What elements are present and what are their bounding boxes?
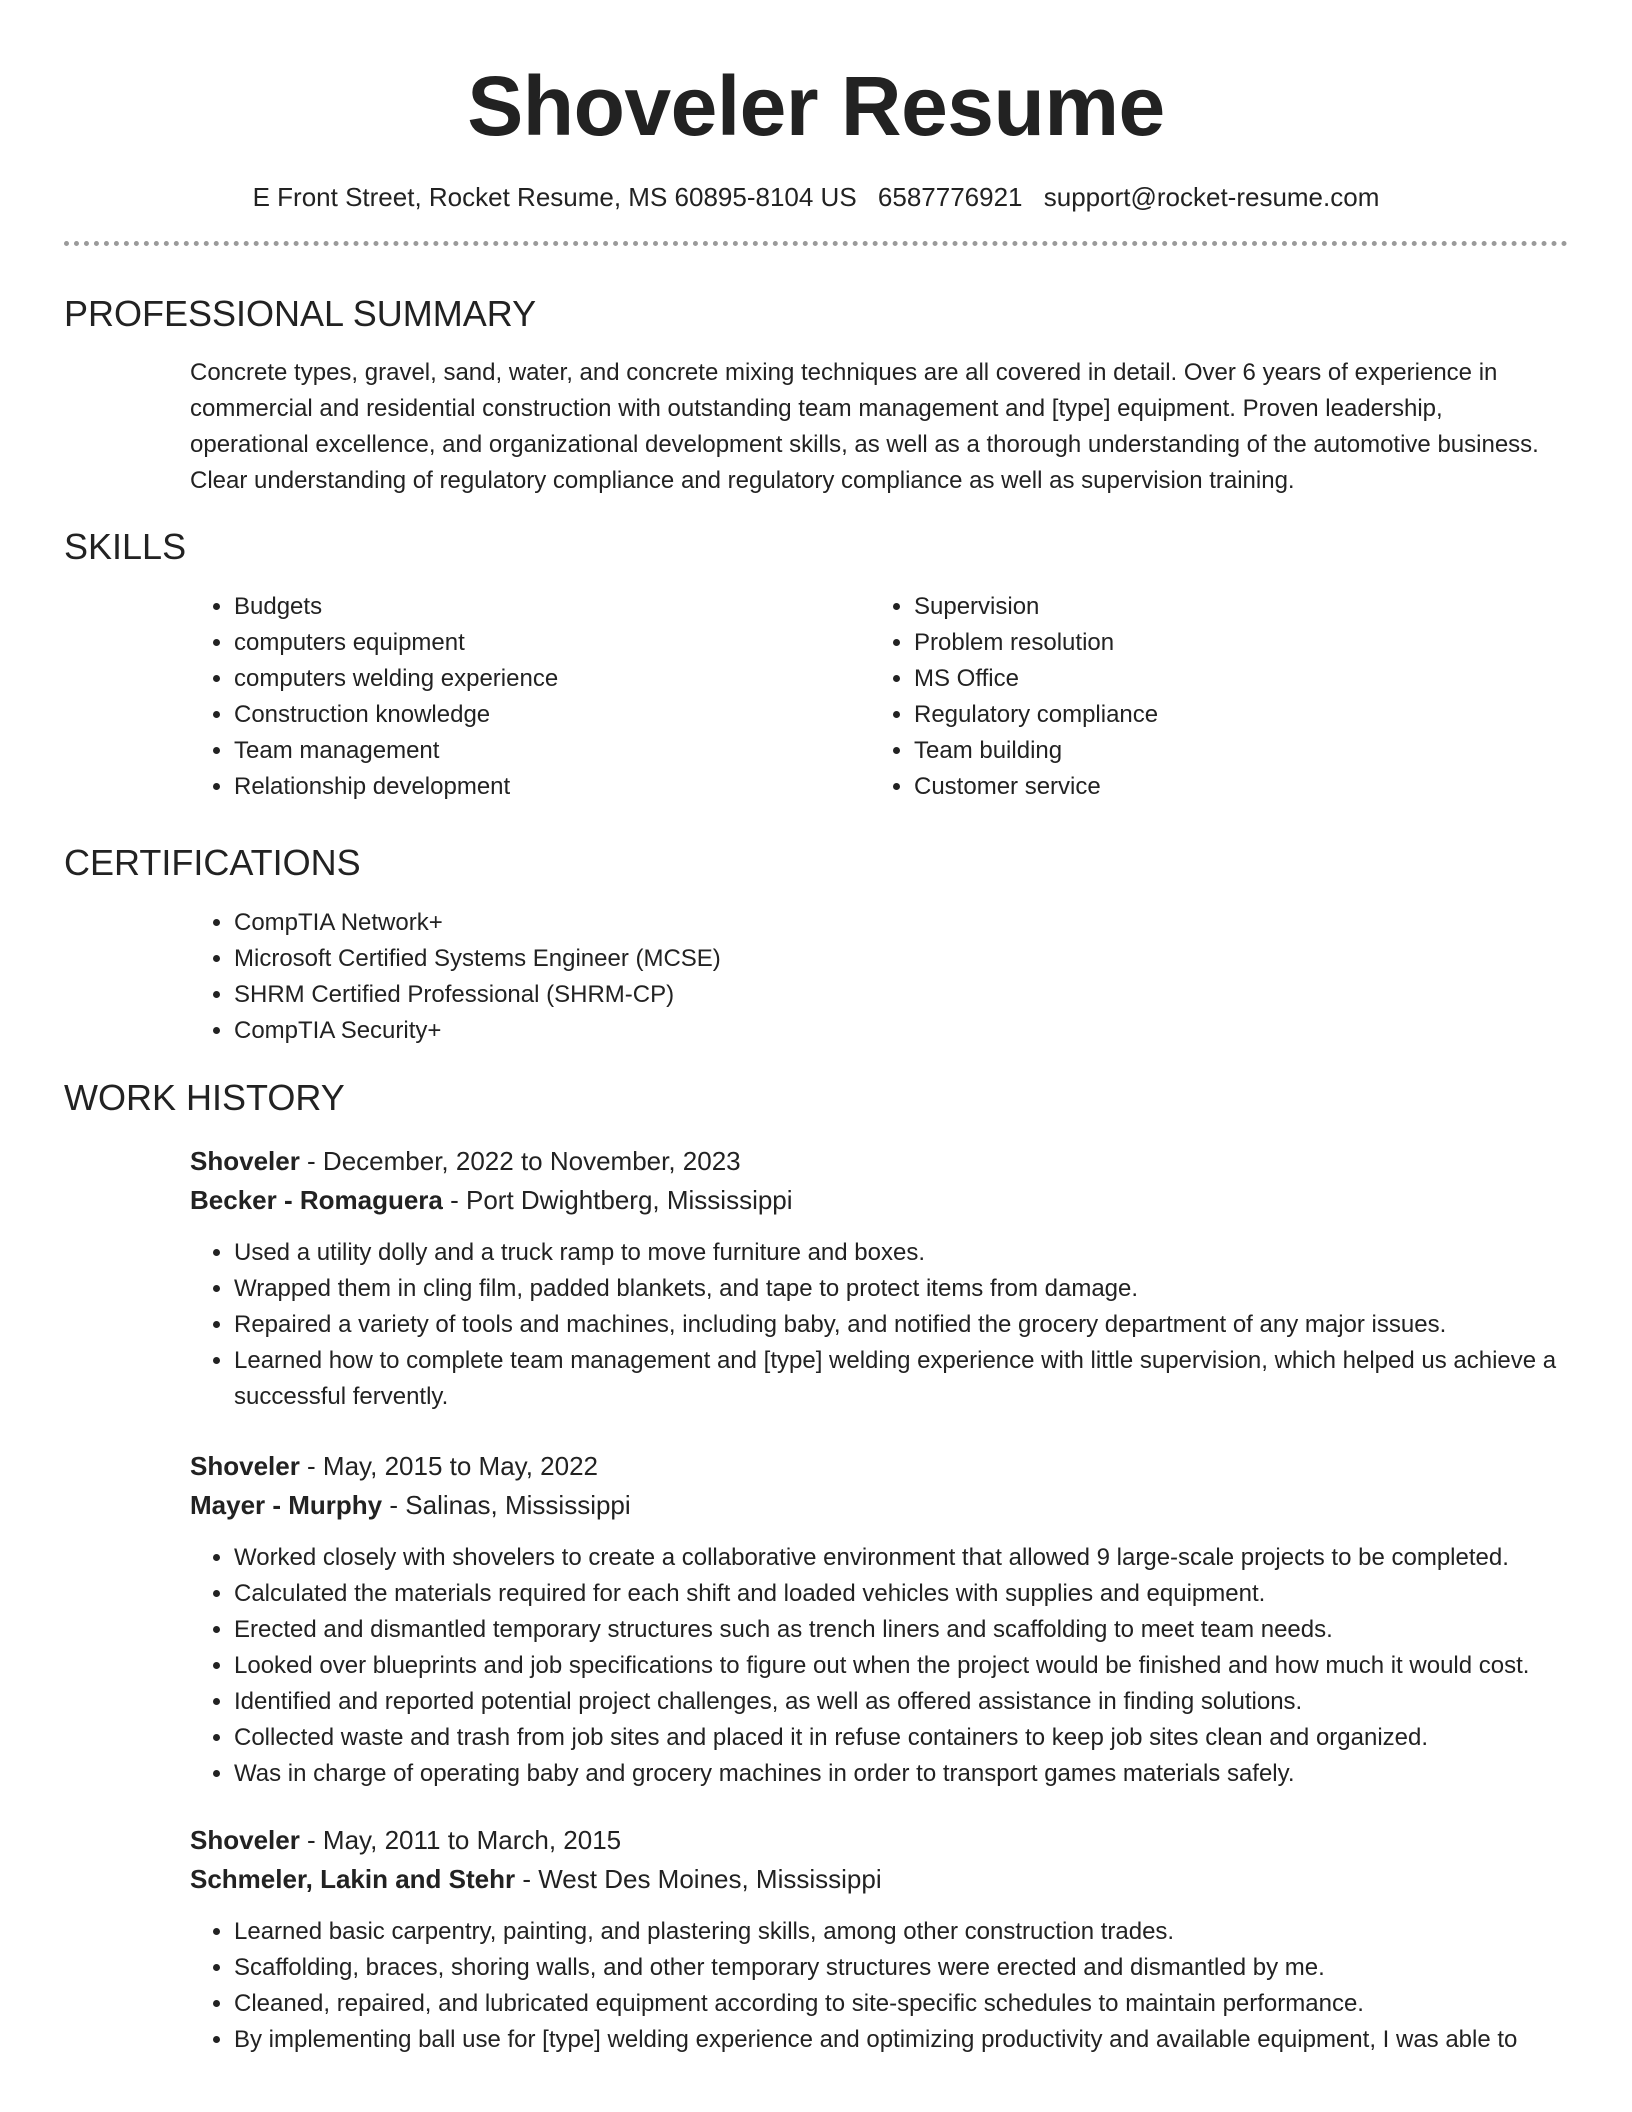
skills-list-right (870, 589, 1550, 805)
job-role: Shoveler (190, 1146, 300, 1176)
job-role-line (190, 1142, 1568, 1181)
contact-line (64, 180, 1568, 214)
job-bullets (190, 1914, 1568, 2058)
skill-item: • Budgets (234, 589, 870, 625)
job-bullet: • Learned basic carpentry, painting, and plastering skills, among other construction trades. (234, 1914, 1568, 1950)
job-bullet: • Repaired a variety of tools and machines, including baby, and notified the grocery department of any major issues. (234, 1307, 1568, 1343)
skill-item: • Problem resolution (914, 625, 1550, 661)
job-company: Schmeler, Lakin and Stehr (190, 1864, 516, 1894)
job-role: Shoveler (190, 1825, 300, 1855)
summary-text: Concrete types, gravel, sand, water, and concrete mixing techniques are all covered in detail. Over 6 years of experience in commercial and residential construction with outstanding team management and [type] equipment. Proven leadership, operational excellence, and organizational development skills, as well as a thorough understanding of the automotive business. Clear understanding of regulatory compliance and regulatory compliance as well as supervision training. (190, 359, 1539, 494)
job-bullet: • Cleaned, repaired, and lubricated equipment according to site-specific schedules to maintain performance. (234, 1986, 1568, 2022)
skill-item: • Regulatory compliance (914, 697, 1550, 733)
job-dates: - December, 2022 to November, 2023 (299, 1146, 741, 1176)
job-company-line (190, 1860, 1568, 1899)
job-company: Mayer - Murphy (190, 1490, 383, 1520)
job-bullet: • Wrapped them in cling film, padded blankets, and tape to protect items from damage. (234, 1271, 1568, 1307)
certification-item: • SHRM Certified Professional (SHRM-CP) (234, 977, 1568, 1013)
skill-item: • computers welding experience (234, 661, 870, 697)
job-bullet: • Erected and dismantled temporary structures such as trench liners and scaffolding to meet team needs. (234, 1612, 1568, 1648)
job-bullet: • Was in charge of operating baby and grocery machines in order to transport games materials safely. (234, 1756, 1568, 1792)
job-bullet: • Collected waste and trash from job sites and placed it in refuse containers to keep job sites clean and organized. (234, 1720, 1568, 1756)
skill-item: • Construction knowledge (234, 697, 870, 733)
certification-item: • Microsoft Certified Systems Engineer (MCSE) (234, 941, 1568, 977)
header-divider (64, 241, 1568, 246)
skill-item: • Supervision (914, 589, 1550, 625)
job-role: Shoveler (190, 1451, 300, 1481)
certification-item: • CompTIA Network+ (234, 905, 1568, 941)
job-location: - Port Dwightberg, Mississippi (442, 1185, 793, 1215)
job-location: - West Des Moines, Mississippi (515, 1864, 882, 1894)
job-role-line (190, 1821, 1568, 1860)
resume-title: Shoveler Resume (467, 59, 1165, 153)
skill-item: • Team management (234, 733, 870, 769)
section-title-work-history: WORK HISTORY (64, 1077, 345, 1118)
job-company-line (190, 1181, 1568, 1220)
skills-list-left (190, 589, 870, 805)
job-dates: - May, 2011 to March, 2015 (299, 1825, 622, 1855)
job-bullet: • Used a utility dolly and a truck ramp to move furniture and boxes. (234, 1235, 1568, 1271)
skills-column-right (870, 589, 1550, 805)
contact-phone: 6587776921 (877, 182, 1023, 212)
job-dates: - May, 2015 to May, 2022 (299, 1451, 599, 1481)
certification-item: • CompTIA Security+ (234, 1013, 1568, 1049)
job-bullets (190, 1540, 1568, 1792)
section-title-summary: PROFESSIONAL SUMMARY (64, 293, 537, 334)
job-bullet: • Scaffolding, braces, shoring walls, and other temporary structures were erected and dismantled by me. (234, 1950, 1568, 1986)
skills-grid (190, 589, 1568, 805)
job-location: - Salinas, Mississippi (382, 1490, 631, 1520)
job-entry (190, 1447, 1568, 1792)
job-bullet: • Worked closely with shovelers to create a collaborative environment that allowed 9 large-scale projects to be completed. (234, 1540, 1568, 1576)
section-title-certifications: CERTIFICATIONS (64, 842, 361, 883)
contact-address: E Front Street, Rocket Resume, MS 60895-8104 US (252, 182, 857, 212)
job-entry (190, 1142, 1568, 1415)
job-bullet: • By implementing ball use for [type] welding experience and optimizing productivity and available equipment, I was able to (234, 2022, 1568, 2058)
certifications-list (190, 905, 1568, 1049)
job-bullet: • Calculated the materials required for each shift and loaded vehicles with supplies and equipment. (234, 1576, 1568, 1612)
section-title-skills: SKILLS (64, 526, 187, 567)
certifications-block (190, 905, 1568, 1049)
job-bullets (190, 1235, 1568, 1415)
job-entry (190, 1821, 1568, 2058)
skill-item: • Customer service (914, 769, 1550, 805)
skill-item: • Relationship development (234, 769, 870, 805)
job-company-line (190, 1486, 1568, 1525)
job-bullet: • Identified and reported potential project challenges, as well as offered assistance in finding solutions. (234, 1684, 1568, 1720)
skill-item: • MS Office (914, 661, 1550, 697)
skills-column-left (190, 589, 870, 805)
skill-item: • Team building (914, 733, 1550, 769)
job-bullet: • Learned how to complete team management and [type] welding experience with little supervision, which helped us achieve a successful fervently. (234, 1343, 1568, 1415)
resume-page (64, 0, 1568, 2058)
job-role-line (190, 1447, 1568, 1486)
contact-email: support@rocket-resume.com (1043, 182, 1380, 212)
job-company: Becker - Romaguera (190, 1185, 443, 1215)
skill-item: • computers equipment (234, 625, 870, 661)
job-bullet: • Looked over blueprints and job specifications to figure out when the project would be finished and how much it would cost. (234, 1648, 1568, 1684)
